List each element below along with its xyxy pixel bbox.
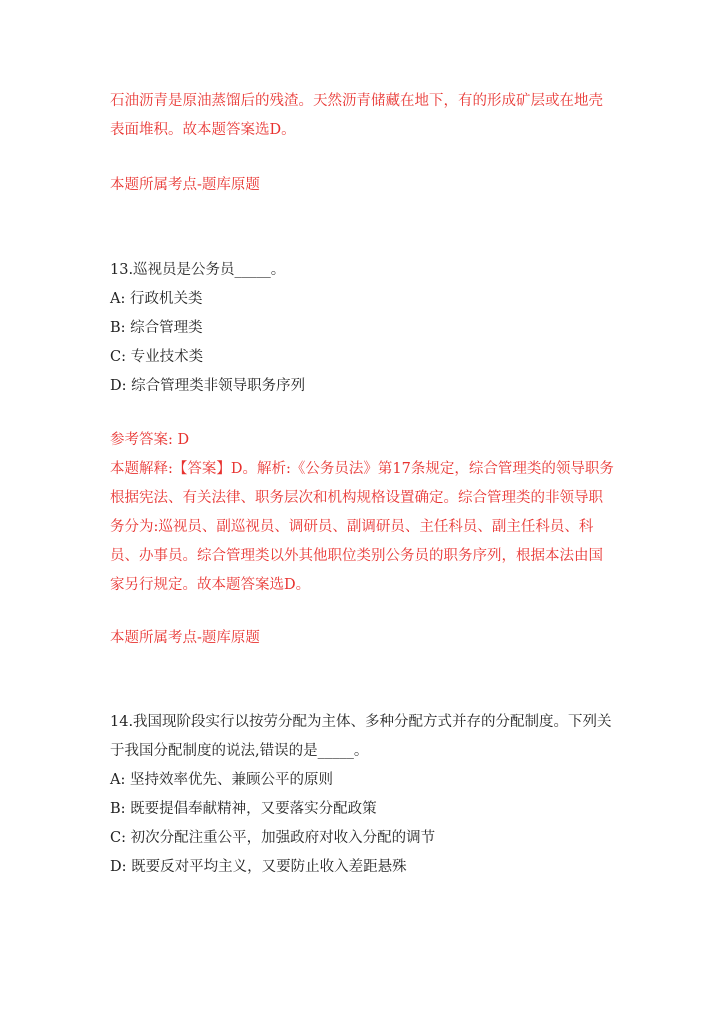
q13-question [110,256,615,401]
q13-topic-text: 本题所属考点-题库原题 [110,630,260,646]
q12-topic [110,171,615,200]
q12-topic-text: 本题所属考点-题库原题 [110,177,260,193]
q14-option-b: B: 既要提倡奉献精神，又要落实分配政策 [110,801,377,817]
q13-answer: 参考答案: D [110,432,190,448]
q14-option-d: D: 既要反对平均主义，又要防止收入差距悬殊 [110,859,407,875]
q13-explanation: 本题解释:【答案】D。解析:《公务员法》第17条规定，综合管理类的领导职务根据宪法、有关法律、职务层次和机构规格设置确定。综合管理类的非领导职务分为:巡视员、副巡视员、调研员、副调研员、主任科员、副主任科员、科员、办事员。综合管理类以外其他职位类别公务员的职务序列，根据本法由国家另行规定。故本题答案选D。 [110,461,614,593]
q13-topic [110,624,615,653]
q13-option-a: A: 行政机关类 [110,291,203,307]
q13-option-d: D: 综合管理类非领导职务序列 [110,378,306,394]
q14-option-c: C: 初次分配注重公平，加强政府对收入分配的调节 [110,830,436,846]
q14-stem: 14.我国现阶段实行以按劳分配为主体、多种分配方式并存的分配制度。下列关于我国分配制度的说法,错误的是_____。 [110,714,612,759]
q13-stem: 13.巡视员是公务员_____。 [110,262,286,278]
q14-question [110,708,615,882]
q13-answer-block [110,426,615,600]
q14-option-a: A: 坚持效率优先、兼顾公平的原则 [110,772,333,788]
q12-explanation-text: 石油沥青是原油蒸馏后的残渣。天然沥青储藏在地下，有的形成矿层或在地壳表面堆积。故本题答案选D。 [110,93,603,138]
q13-option-b: B: 综合管理类 [110,320,203,336]
q13-option-c: C: 专业技术类 [110,349,204,365]
q12-explanation [110,87,615,145]
